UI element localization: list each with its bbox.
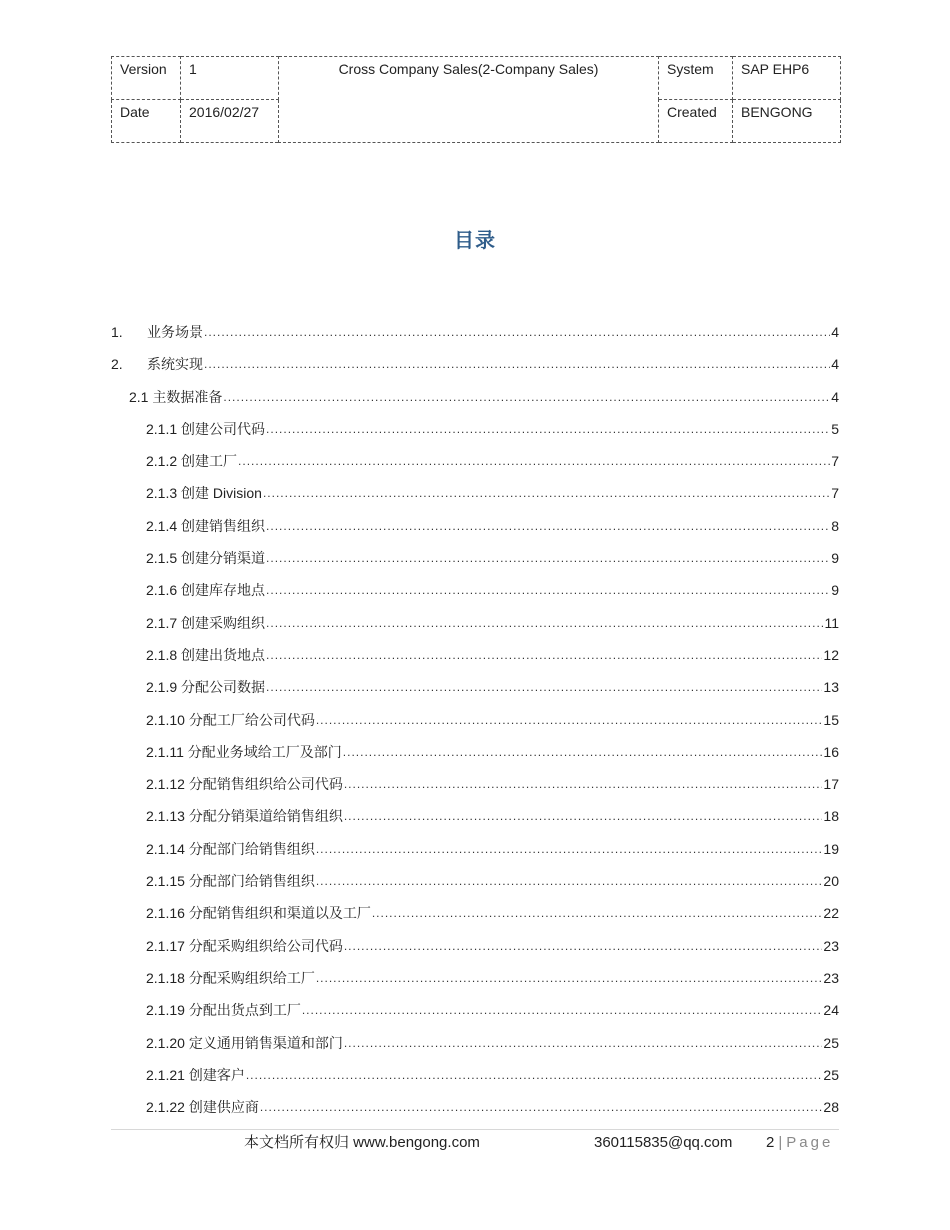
toc-entry[interactable] xyxy=(111,316,839,348)
toc-entry-page: 7 xyxy=(831,485,839,502)
document-header-table xyxy=(111,56,841,143)
toc-leader-dots xyxy=(343,735,823,768)
toc-leader-dots xyxy=(344,1026,823,1059)
toc-entry-title: 2.1.4 创建销售组织 xyxy=(146,517,266,534)
toc-entry[interactable] xyxy=(111,800,839,832)
toc-entry[interactable] xyxy=(111,1027,839,1059)
toc-entry-page: 20 xyxy=(823,873,839,890)
toc-entry-title: 2.1.9 分配公司数据 xyxy=(146,679,266,696)
toc-leader-dots xyxy=(266,412,830,445)
toc-entry-page: 4 xyxy=(831,388,839,405)
toc-entry-page: 5 xyxy=(831,420,839,437)
toc-leader-dots xyxy=(316,832,823,865)
toc-entry-title: 2.1.14 分配部门给销售组织 xyxy=(146,840,315,857)
toc-entry-title: 2.1.19 分配出货点到工厂 xyxy=(146,1002,301,1019)
toc-leader-dots xyxy=(344,767,823,800)
toc-entry[interactable] xyxy=(111,994,839,1026)
system-value: SAP EHP6 xyxy=(733,57,841,100)
toc-entry-page: 16 xyxy=(823,743,839,760)
toc-leader-dots xyxy=(316,961,823,994)
toc-entry-title: 2.1.10 分配工厂给公司代码 xyxy=(146,711,315,728)
toc-entry-page: 4 xyxy=(831,356,839,373)
footer-page-indicator xyxy=(766,1133,833,1153)
table-of-contents xyxy=(111,316,839,1123)
toc-leader-dots xyxy=(260,1090,823,1123)
toc-entry-page: 11 xyxy=(824,614,839,631)
toc-entry[interactable] xyxy=(111,381,839,413)
toc-entry-title: 2.1.20 定义通用销售渠道和部门 xyxy=(146,1034,343,1051)
toc-leader-dots xyxy=(316,864,823,897)
page-separator: | xyxy=(778,1134,783,1151)
toc-entry-page: 13 xyxy=(823,679,839,696)
toc-entry[interactable] xyxy=(111,865,839,897)
toc-entry-page: 4 xyxy=(831,324,839,340)
toc-entry-title: 2.1.22 创建供应商 xyxy=(146,1099,259,1116)
toc-entry-page: 17 xyxy=(823,776,839,793)
toc-entry[interactable] xyxy=(111,1059,839,1091)
created-label: Created xyxy=(659,100,733,143)
system-label: System xyxy=(659,57,733,100)
toc-leader-dots xyxy=(266,541,830,574)
page-word: Page xyxy=(786,1134,834,1151)
toc-entry-title: 2.1.1 创建公司代码 xyxy=(146,420,266,437)
toc-entry-title: 2.1.16 分配销售组织和渠道以及工厂 xyxy=(146,905,371,922)
toc-entry-title: 2.1.6 创建库存地点 xyxy=(146,582,266,599)
toc-leader-dots xyxy=(266,606,823,639)
toc-entry[interactable] xyxy=(111,962,839,994)
toc-entry-title: 2.1.12 分配销售组织给公司代码 xyxy=(146,776,343,793)
toc-entry-page: 23 xyxy=(823,937,839,954)
toc-entry[interactable] xyxy=(111,768,839,800)
footer-copyright: 本文档所有权归 www.bengong.com xyxy=(244,1134,480,1151)
toc-entry[interactable] xyxy=(111,736,839,768)
toc-leader-dots xyxy=(238,444,830,477)
toc-entry-page: 9 xyxy=(831,582,839,599)
toc-entry-number: 2. xyxy=(111,356,123,373)
toc-entry-title: 2.1.13 分配分销渠道给销售组织 xyxy=(146,808,343,825)
date-value: 2016/02/27 xyxy=(181,100,279,143)
toc-entry[interactable] xyxy=(111,413,839,445)
toc-leader-dots xyxy=(372,896,823,929)
toc-entry-page: 24 xyxy=(823,1002,839,1019)
document-title: Cross Company Sales(2-Company Sales) xyxy=(279,57,659,143)
toc-entry-title: 系统实现 xyxy=(147,356,203,373)
toc-entry-page: 22 xyxy=(823,905,839,922)
toc-title: 目录 xyxy=(454,230,496,252)
toc-entry-number: 1. xyxy=(111,324,123,340)
toc-entry-title: 2.1.18 分配采购组织给工厂 xyxy=(146,969,315,986)
toc-entry-title: 2.1 主数据准备 xyxy=(129,388,223,405)
toc-entry[interactable] xyxy=(111,607,839,639)
toc-entry-page: 18 xyxy=(823,808,839,825)
toc-leader-dots xyxy=(246,1058,823,1091)
toc-entry-page: 15 xyxy=(823,711,839,728)
toc-entry[interactable] xyxy=(111,671,839,703)
page-number: 2 xyxy=(766,1134,775,1151)
toc-entry[interactable] xyxy=(111,348,839,380)
toc-entry[interactable] xyxy=(111,510,839,542)
toc-entry-title: 2.1.7 创建采购组织 xyxy=(146,614,266,631)
toc-entry[interactable] xyxy=(111,542,839,574)
toc-entry[interactable] xyxy=(111,833,839,865)
toc-leader-dots xyxy=(266,573,830,606)
toc-entry-page: 8 xyxy=(831,517,839,534)
toc-entry-title: 2.1.21 创建客户 xyxy=(146,1066,245,1083)
toc-entry-page: 25 xyxy=(823,1034,839,1051)
toc-entry[interactable] xyxy=(111,897,839,929)
toc-entry-page: 9 xyxy=(831,550,839,567)
toc-leader-dots xyxy=(316,703,823,736)
footer-email: 360115835@qq.com xyxy=(594,1134,733,1151)
toc-entry-title: 2.1.11 分配业务域给工厂及部门 xyxy=(146,743,342,760)
toc-entry-page: 23 xyxy=(823,969,839,986)
version-value: 1 xyxy=(181,57,279,100)
toc-entry-title: 业务场景 xyxy=(147,324,203,340)
toc-leader-dots xyxy=(204,315,830,348)
toc-entry-page: 7 xyxy=(831,453,839,470)
toc-leader-dots xyxy=(344,929,823,962)
footer-divider xyxy=(111,1129,839,1130)
created-value: BENGONG xyxy=(733,100,841,143)
toc-entry-title: 2.1.5 创建分销渠道 xyxy=(146,550,266,567)
toc-entry[interactable] xyxy=(111,574,839,606)
toc-leader-dots xyxy=(344,799,823,832)
toc-entry[interactable] xyxy=(111,1091,839,1123)
toc-entry-title: 2.1.3 创建 Division xyxy=(146,485,262,502)
toc-leader-dots xyxy=(266,638,822,671)
toc-entry-title: 2.1.2 创建工厂 xyxy=(146,453,238,470)
toc-leader-dots xyxy=(266,509,830,542)
toc-entry[interactable] xyxy=(111,639,839,671)
toc-entry[interactable] xyxy=(111,704,839,736)
toc-entry-page: 19 xyxy=(823,840,839,857)
toc-entry-page: 28 xyxy=(823,1099,839,1116)
toc-entry-title: 2.1.15 分配部门给销售组织 xyxy=(146,873,315,890)
toc-entry[interactable] xyxy=(111,930,839,962)
version-label: Version xyxy=(112,57,181,100)
toc-entry-title: 2.1.8 创建出货地点 xyxy=(146,646,266,663)
toc-leader-dots xyxy=(263,476,830,509)
toc-leader-dots xyxy=(302,993,823,1026)
toc-entry[interactable] xyxy=(111,445,839,477)
toc-leader-dots xyxy=(266,670,822,703)
toc-leader-dots xyxy=(204,347,830,380)
toc-entry-page: 12 xyxy=(823,646,839,663)
toc-entry-title: 2.1.17 分配采购组织给公司代码 xyxy=(146,937,343,954)
toc-entry[interactable] xyxy=(111,477,839,509)
date-label: Date xyxy=(112,100,181,143)
toc-entry-page: 25 xyxy=(823,1066,839,1083)
toc-leader-dots xyxy=(223,380,830,413)
